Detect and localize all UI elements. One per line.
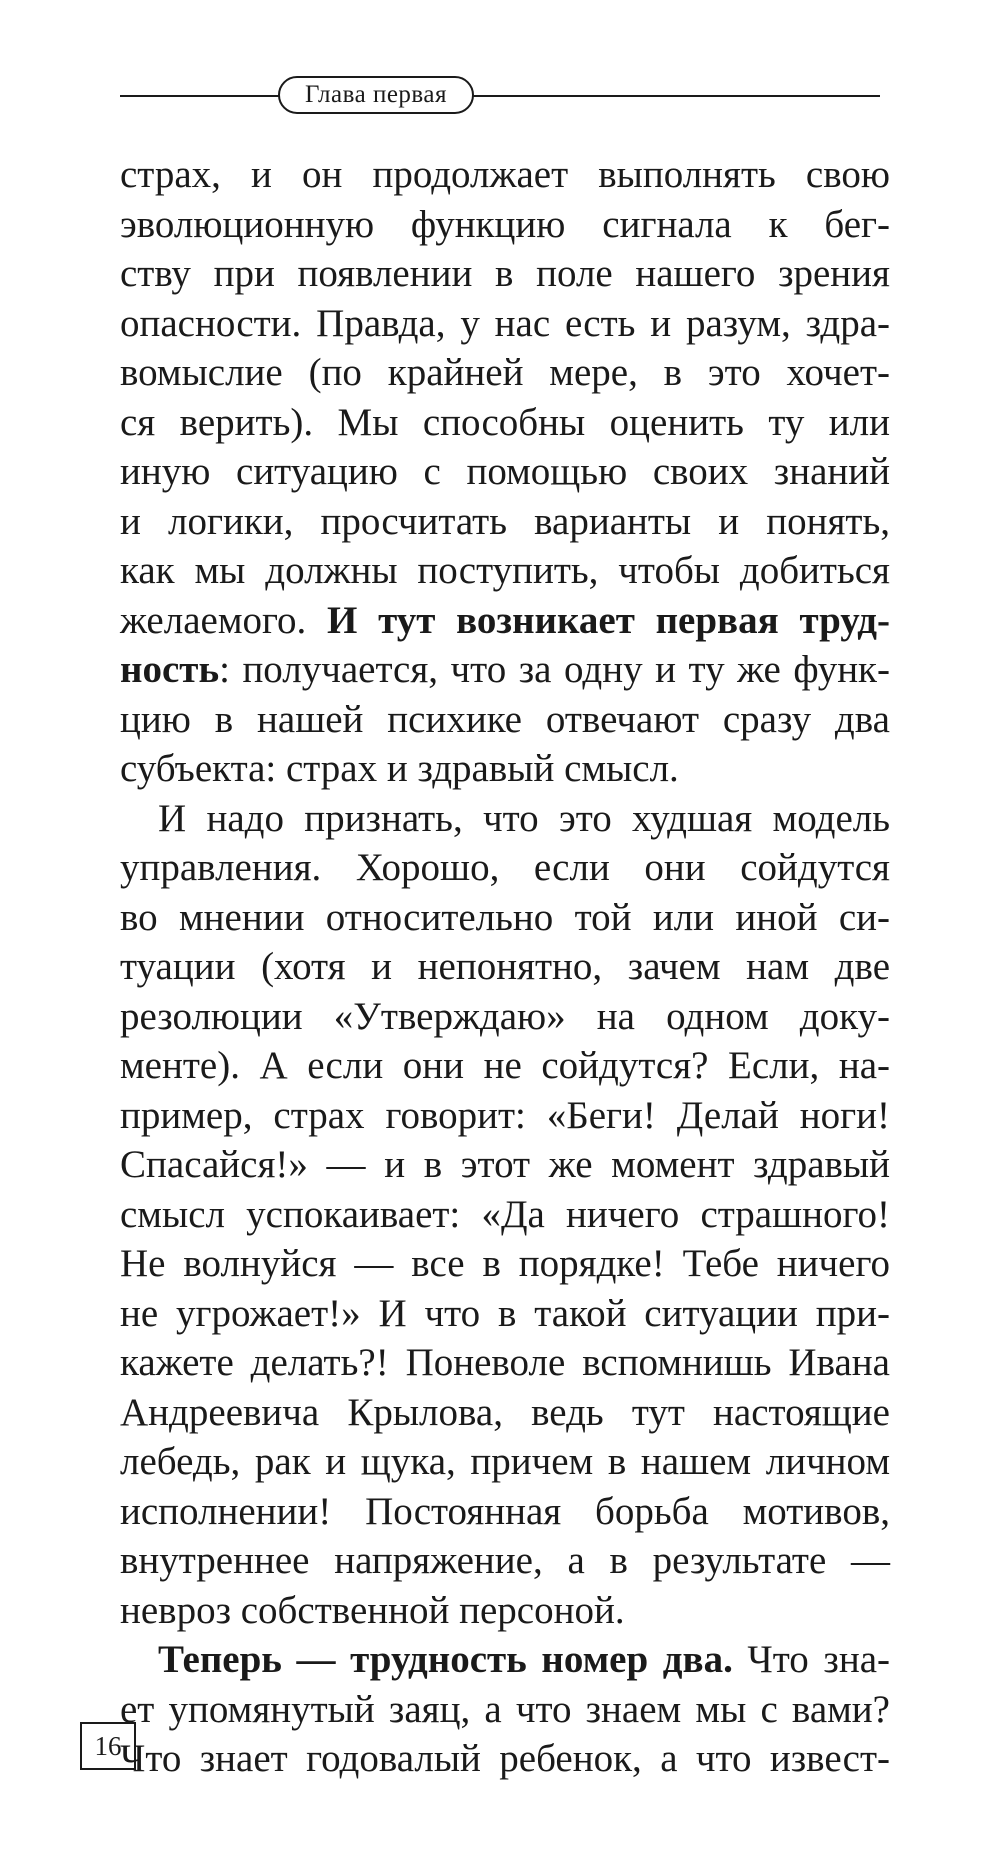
text-line: страх, и он продолжает выполнять свою	[120, 153, 890, 196]
page-body-text	[120, 150, 890, 1784]
text-line: и логики, просчитать варианты и понять,	[120, 499, 890, 543]
header-rule-left	[120, 95, 280, 97]
text-line: цию в нашей психике отвечают сразу два	[120, 697, 890, 741]
text-line: как мы должны поступить, чтобы добиться	[120, 549, 890, 592]
text-line: лебедь, рак и щука, причем в нашем личном	[120, 1440, 890, 1483]
text-line: субъекта: страх и здравый смысл.	[120, 747, 679, 790]
text-line: смысл успокаивает: «Да ничего страшного!	[120, 1192, 890, 1236]
bold-phrase: Теперь — трудность номер два.	[158, 1638, 733, 1681]
page-number: 16	[80, 1722, 136, 1770]
text-line: не угрожает!» И что в такой ситуации при-	[120, 1291, 890, 1335]
text-run: : получается, что за одну и ту же функ-	[219, 648, 890, 691]
chapter-title: Глава первая	[278, 76, 474, 114]
text-line-mixed	[120, 645, 890, 695]
text-line: менте). А если они не сойдутся? Если, на-	[120, 1044, 890, 1087]
text-line: Не волнуйся — все в порядке! Тебе ничего	[120, 1242, 890, 1285]
text-line: ет упомянутый заяц, а что знаем мы с вами?	[120, 1687, 890, 1731]
text-line: резолюции «Утверждаю» на одном доку-	[120, 994, 890, 1038]
text-line: ся верить). Мы способны оценить ту или	[120, 400, 890, 444]
text-line: вомыслие (по крайней мере, в это хочет-	[120, 351, 890, 394]
text-line: Спасайся!» — и в этот же момент здравый	[120, 1143, 890, 1186]
text-line: туации (хотя и непонятно, зачем нам две	[120, 945, 890, 988]
text-line: пример, страх говорит: «Беги! Делай ноги!	[120, 1093, 890, 1137]
text-line: управления. Хорошо, если они сойдутся	[120, 846, 890, 889]
text-line: исполнении! Постоянная борьба мотивов,	[120, 1489, 890, 1533]
text-run: Что зна-	[732, 1638, 890, 1681]
text-line: невроз собственной персоной.	[120, 1588, 625, 1632]
text-line: иную ситуацию с помощью своих знаний	[120, 450, 890, 493]
text-line: во мнении относительно той или иной си-	[120, 895, 890, 939]
text-run: желаемого.	[120, 598, 328, 642]
text-line: внутреннее напряжение, а в результате —	[120, 1539, 890, 1582]
text-line: Андреевича Крылова, ведь тут настоящие	[120, 1390, 890, 1434]
text-line: кажете делать?! Поневоле вспомнишь Ивана	[120, 1341, 890, 1384]
bold-phrase: ность	[120, 648, 220, 691]
text-line: ству при появлении в поле нашего зрения	[120, 252, 890, 295]
header-rule-right	[472, 95, 880, 97]
running-header	[120, 76, 880, 116]
bold-phrase: И тут возникает первая труд-	[327, 598, 891, 642]
text-line-indented: И надо признать, что это худшая модель	[158, 796, 890, 840]
text-line: эволюционную функцию сигнала к бег-	[120, 202, 890, 246]
text-line-mixed	[120, 596, 890, 646]
text-line: опасности. Правда, у нас есть и разум, здра-	[120, 301, 890, 345]
text-line: Что знает годовалый ребенок, а что извест-	[120, 1737, 890, 1780]
text-line-mixed	[120, 1635, 890, 1685]
